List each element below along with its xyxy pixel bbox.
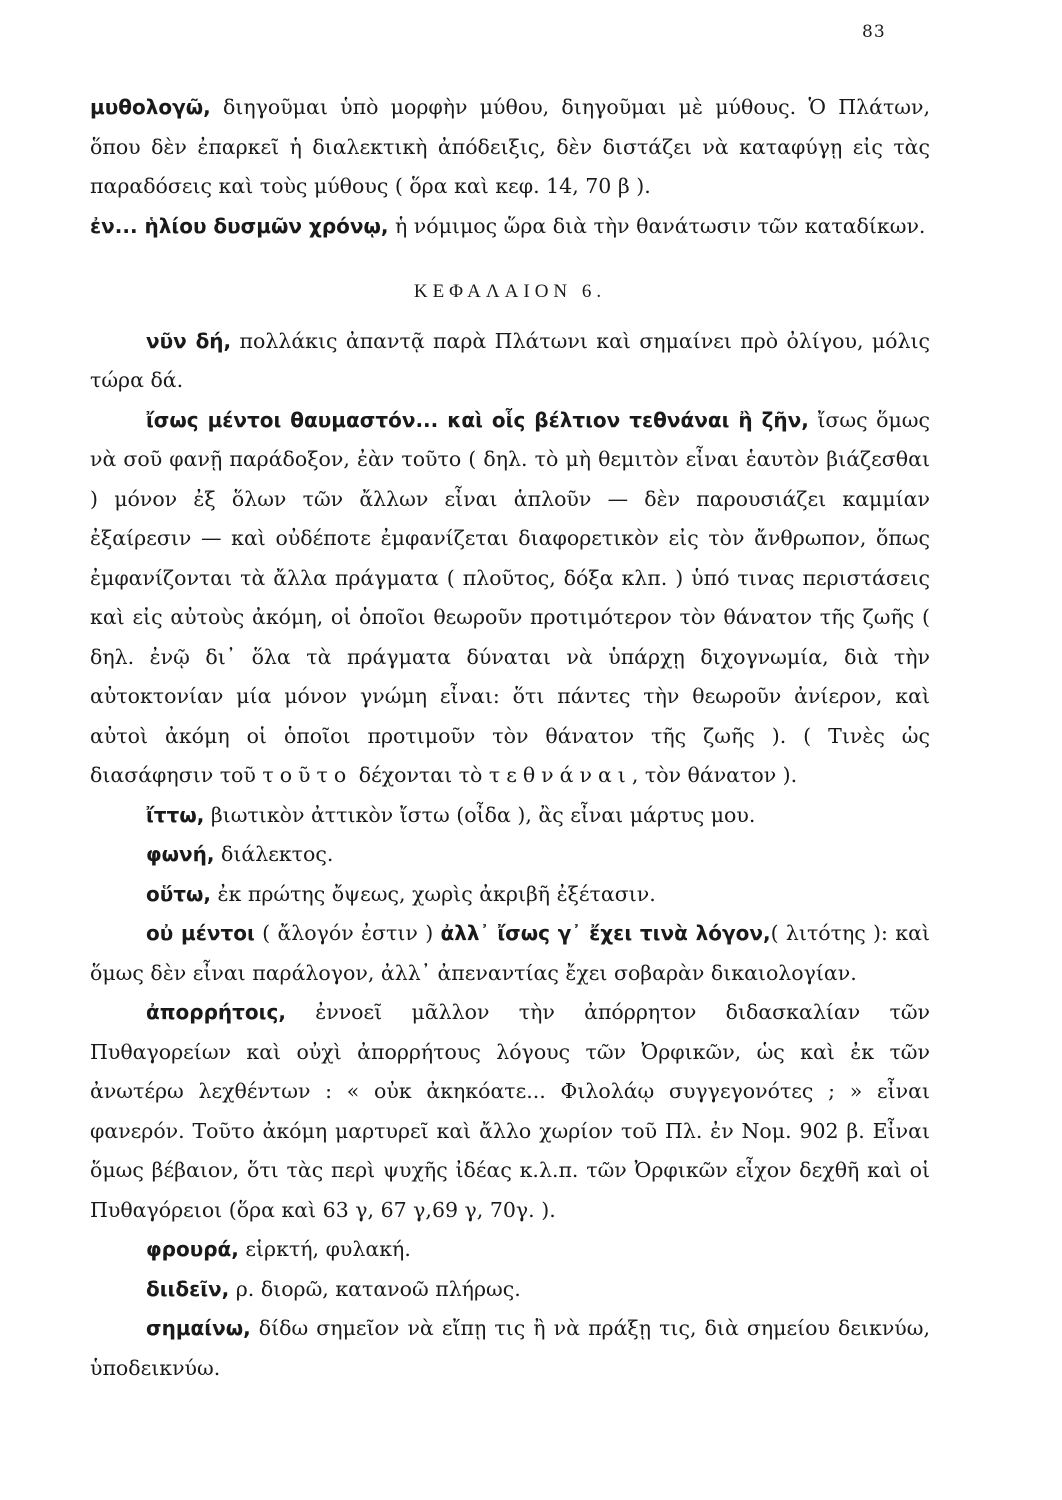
gloss: πολλάκις ἀπαντᾷ παρὰ Πλάτωνι καὶ σημαίνει πρὸ ὀλίγου, μόλις τώρα δά. (90, 328, 931, 392)
gloss: ( λιτότης ): καὶ ὅμως δὲν εἶναι παράλογον, ἀλλ᾽ ἀπεναντίας ἔχει σοβαρὰν δικαιολογίαν. (90, 921, 930, 985)
lemma: φρουρά, (146, 1237, 239, 1261)
gloss: ἐκ πρώτης ὄψεως, χωρὶς ἀκριβῆ ἐξέτασιν. (211, 881, 656, 906)
lemma: σημαίνω, (146, 1316, 251, 1340)
gloss: ἴσως ὅμως νὰ σοῦ φανῇ παράδοξον, ἐὰν τοῦτο ( δηλ. τὸ μὴ θεμιτὸν εἶναι ἑαυτὸν βιάζεσθαι ) μόνον ἐξ ὅλων τῶν ἄλλων εἶναι ἁπλοῦν — δὲν παρουσιάζει καμμίαν ἐξαίρεσιν — καὶ οὐδέποτε ἐμφανίζεται διαφορετικὸν εἰς τὸν ἄνθρωπον, ὅπως ἐμφανίζονται τὰ ἄλλα πράγματα ( πλοῦτος, δόξα κλπ. ) ὑπό τινας περιστάσεις καὶ εἰς αὐτοὺς ἀκόμη, οἱ ὁποῖοι θεωροῦν προτιμότερον τὸν θάνατον τῆς ζωῆς ( δηλ. ἐνῷ δι᾽ ὅλα τὰ πράγματα δύναται νὰ ὑπάρχῃ διχογνωμία, διὰ τὴν αὐτοκτονίαν μία μόνον γνώμη εἶναι: ὅτι πάντες τὴν θεωροῦν ἀνίερον, καὶ αὐτοὶ ἀκόμη οἱ ὁποῖοι προτιμοῦν τὸν θάνατον τῆς ζωῆς ). ( Τινὲς ὡς διασάφησιν τοῦ (90, 407, 930, 787)
spaced-word: τοῦτο (262, 763, 353, 787)
gloss: ἐννοεῖ μᾶλλον τὴν ἀπόρρητον διδασκαλίαν τῶν Πυθαγορείων καὶ οὐχὶ ἀπορρήτους λόγους τῶν Ὀρφικῶν, ὡς καὶ ἐκ τῶν ἀνωτέρω λεχθέντων : « οὐκ ἀκηκόατε... Φιλολάῳ συγγεγονότες ; » εἶναι φανερόν. Τοῦτο ἀκόμη μαρτυρεῖ καὶ ἄλλο χωρίον τοῦ Πλ. ἐν Νομ. 902 β. Εἶναι ὅμως βέβαιον, ὅτι τὰς περὶ ψυχῆς ἰδέας κ.λ.π. τῶν Ὀρφικῶν εἶχον δεχθῆ καὶ οἱ Πυθαγόρειοι (ὅρα καὶ 63 γ, 67 γ,69 γ, 70γ. ). (90, 1000, 930, 1222)
gloss: εἱρκτή, φυλακή. (238, 1237, 411, 1261)
entry-phroura (90, 1230, 930, 1270)
gloss: ρ. διορῶ, κατανοῶ πλήρως. (229, 1276, 521, 1301)
lemma: διιδεῖν, (146, 1276, 230, 1301)
entry-en-heliou (90, 207, 930, 247)
gloss: ( ἄλογόν ἐστιν ) (254, 921, 441, 945)
lemma: ἀλλ᾽ ἴσως γ᾽ ἔχει τινὰ λόγον, (440, 921, 771, 945)
entry-semaino (90, 1309, 930, 1388)
entry-diidein (90, 1270, 930, 1310)
gloss: διάλεκτος. (214, 842, 334, 866)
entry-mythologo (90, 88, 930, 207)
gloss: βιωτικὸν ἀττικὸν ἴστω (οἶδα ), ἂς εἶναι μάρτυς μου. (204, 802, 756, 827)
gloss: δίδω σημεῖον νὰ εἴπῃ τις ἢ νὰ πράξῃ τις, διὰ σημείου δεικνύω, ὑποδεικνύω. (90, 1316, 930, 1380)
page-number: 83 (862, 22, 886, 42)
lemma: μυθολογῶ, (90, 95, 211, 119)
chapter-heading: ΚΕΦΑΛΑΙΟΝ 6. (413, 281, 607, 302)
lemma: ἐν... ἡλίου δυσμῶν χρόνῳ, (90, 213, 389, 238)
gloss: δέχονται τὸ (352, 763, 489, 787)
lemma: ἀπορρήτοις, (146, 1000, 286, 1024)
lemma: ἴσως μέντοι θαυμαστόν... καὶ οἷς βέλτιον τεθνάναι ἢ ζῆν, (146, 407, 809, 432)
gloss: διηγοῦμαι ὑπὸ μορφὴν μύθου, διηγοῦμαι μὲ μύθους. Ὁ Πλάτων, ὅπου δὲν ἐπαρκεῖ ἡ διαλεκτικὴ ἀπόδειξις, δὲν διστάζει νὰ καταφύγῃ εἰς τὰς παραδόσεις καὶ τοὺς μύθους ( ὅρα καὶ κεφ. 14, 70 β ). (90, 95, 930, 198)
entry-ou-mentoi (90, 914, 930, 993)
lemma: φωνή, (146, 842, 215, 866)
entry-aporretois (90, 993, 930, 1230)
lemma: οὕτω, (146, 881, 211, 906)
entry-phone (90, 835, 930, 875)
entry-nyn-de (90, 322, 930, 401)
gloss: , τὸν θάνατον ). (631, 763, 798, 787)
entry-itto (90, 796, 930, 836)
entry-isos-mentoi (90, 401, 930, 796)
lemma: νῦν δή, (146, 328, 232, 353)
commentary-text (90, 88, 930, 1388)
lemma: οὐ μέντοι (146, 921, 255, 945)
gloss: ἡ νόμιμος ὥρα διὰ τὴν θανάτωσιν τῶν καταδίκων. (388, 213, 926, 238)
entry-houto (90, 875, 930, 915)
lemma: ἴττω, (146, 802, 205, 827)
spaced-word: τεθνάναι (488, 763, 632, 787)
